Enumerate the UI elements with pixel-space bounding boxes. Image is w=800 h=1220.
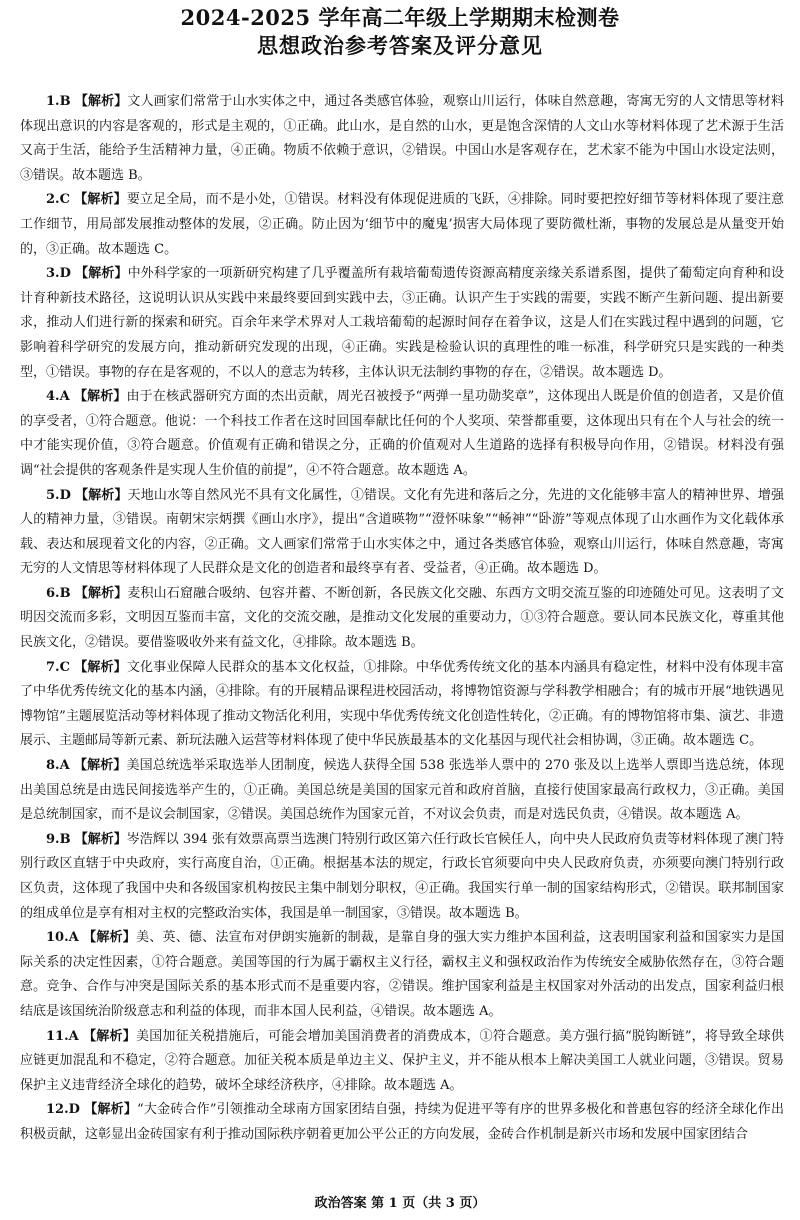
- answer-letter: A: [59, 389, 70, 405]
- analysis-text: 美、英、德、法宣布对伊朗实施新的制裁，是靠自身的强大实力维护本国利益，这表明国家利益和国家实力是国际关系的决定性因素，①符合题意。美国等国的行为属于霸权主义行径，霸权主义和强权政治作为传统安全威胁依然存在，③符合题意。竞争、合作与冲突是国际关系的基本形式而不是重要内容，②错误。维护国家利益是主权国家对外活动的出发点，国家利益归根结底是该国统治阶级意志和利益的体现，而非本国人民利益，④错误。故本题选 A。: [20, 930, 784, 1019]
- answer-letter: C: [59, 659, 70, 675]
- analysis-tag: 【解析】: [83, 1028, 136, 1044]
- answer-letter: A: [68, 930, 79, 946]
- analysis-tag: 【解析】: [74, 585, 128, 601]
- analysis-text: “大金砖合作”引领推动全球南方国家团结自强，持续为促进平等有序的世界多极化和普惠包容的经济全球化作出积极贡献，这彰显出金砖国家有利于推动国际秩序朝着更加公平公正的方向发展，金砖合作机制是新兴市场和发展中国家团结合: [20, 1102, 784, 1142]
- answer-item: [20, 828, 784, 926]
- answer-letter: D: [68, 1102, 80, 1118]
- analysis-text: 文化事业保障人民群众的基本文化权益，①排除。中华优秀传统文化的基本内涵具有稳定性，材料中没有体现丰富了中华优秀传统文化的基本内涵，④排除。有的开展精品课程进校园活动，将博物馆资源与学科教学相融合；有的城市开展“地铁遇见博物馆”主题展览活动等材料体现了推动文物活化利用，实现中华优秀传统文化创造性转化，②正确。有的博物馆将市集、演艺、非遗展示、主题邮局等新元素、新玩法融入运营等材料体现了使中华民族最基本的文化基因与现代社会相协调，③正确。故本题选 C。: [20, 659, 784, 749]
- question-number: 11.: [46, 1028, 69, 1044]
- page-title: 2024-2025 学年高二年级上学期期末检测卷: [180, 5, 620, 30]
- answer-letter: A: [68, 1028, 79, 1044]
- answer-letter: B: [59, 94, 71, 109]
- answer-item: [20, 926, 784, 1024]
- analysis-tag: 【解析】: [75, 487, 128, 503]
- answer-list: [20, 90, 784, 1148]
- answer-letter: A: [59, 758, 70, 774]
- question-number: 5.: [46, 487, 60, 503]
- answer-item: [20, 262, 784, 385]
- answer-letter: D: [59, 266, 71, 282]
- question-number: 9.: [46, 831, 60, 847]
- answer-item: [20, 385, 784, 483]
- answer-letter: B: [59, 831, 71, 847]
- answer-item: [20, 90, 784, 188]
- analysis-text: 麦积山石窟融合吸纳、包容并蓄、不断创新，各民族文化交融、东西方文明交流互鉴的印迹随处可见。这表明了文明因交流而多彩，文明因互鉴而丰富，文化的交流交融，是推动文化发展的重要动力，①③符合题意。要认同本民族文化，尊重其他民族文化，②错误。要借鉴吸收外来有益文化，④排除。故本题选 B。: [20, 585, 784, 651]
- page-subtitle: 思想政治参考答案及评分意见: [257, 34, 543, 58]
- analysis-tag: 【解析】: [83, 930, 137, 946]
- page-footer: 政治答案 第 1 页（共 3 页）: [314, 1196, 486, 1211]
- analysis-text: 美国总统选举采取选举人团制度，候选人获得全国 538 张选举人票中的 270 张及以上选举人票即当选总统，体现出美国总统是由选民间接选举产生的，①正确。美国总统是美国的国家元首和政府首脑，直接行使国家最高行政权力，③正确。美国是总统制国家，而不是议会制国家，②错误。美国总统作为国家元首，不对议会负责，而是对选民负责，④错误。故本题选 A。: [20, 758, 784, 823]
- answer-item: [20, 656, 784, 754]
- question-number: 1.: [46, 94, 60, 109]
- analysis-text: 文人画家们常常于山水实体之中，通过各类感官体验，观察山川运行，体味自然意趣，寄寓无穷的人文情思等材料体现出意识的内容是客观的，形式是主观的，①正确。此山水，是自然的山水，更是饱含深情的人文山水等材料体现了艺术源于生活又高于生活，能给予生活精神力量，④正确。物质不依赖于意识，②错误。中国山水是客观存在，艺术家不能为中国山水设定法则，③错误。故本题选 B。: [20, 94, 784, 183]
- analysis-tag: 【解析】: [73, 389, 127, 405]
- question-number: 8.: [46, 758, 60, 774]
- question-number: 12.: [46, 1102, 69, 1118]
- question-number: 3.: [46, 266, 60, 282]
- analysis-tag: 【解析】: [73, 758, 127, 774]
- analysis-text: 由于在核武器研究方面的杰出贡献，周光召被授予“两弹一星功勋奖章”，这体现出人既是价值的创造者，又是价值的享受者，①符合题意。他说：一个科技工作者在这时回国奉献比任何的个人奖项、荣誉都重要，这体现出只有在个人与社会的统一中才能实现价值，③符合题意。价值观有正确和错误之分，正确的价值观对人生道路的选择有积极导向作用，②错误。材料没有强调“社会提供的客观条件是实现人生价值的前提”，④不符合题意。故本题选 A。: [20, 389, 784, 478]
- answer-item: [20, 582, 784, 656]
- answer-letter: B: [59, 585, 71, 601]
- analysis-text: 要立足全局，而不是小处，①错误。材料没有体现促进质的飞跃，④排除。同时要把控好细节等材料体现了要注意工作细节，用局部发展推动整体的发展，②正确。防止因为‘细节中的魔鬼’损害大局体现了要防微杜渐，事物的发展总是从量变开始的，③正确。故本题选 C。: [20, 192, 784, 257]
- document-header: [0, 4, 800, 60]
- answer-item: [20, 754, 784, 828]
- analysis-tag: 【解析】: [74, 659, 127, 675]
- analysis-tag: 【解析】: [74, 831, 127, 847]
- analysis-text: 中外科学家的一项新研究构建了几乎覆盖所有栽培葡萄遗传资源高精度亲缘关系谱系图，提供了葡萄定向育种和设计育种新技术路径，这说明认识从实践中来最终要回到实践中去，③正确。认识产生于实践的需要，实践不断产生新问题、提出新要求，推动人们进行新的探索和研究。百余年来学术界对人工栽培葡萄的起源时间存在着争议，这是人们在实践过程中遇到的问题，它影响着科学研究的发展方向，推动新研究发现的出现，④正确。实践是检验认识的真理性的唯一标准，科学研究只是实践的一种类型，①错误。事物的存在是客观的，不以人的意志为转移，主体认识无法制约事物的存在，②错误。故本题选 D。: [20, 266, 784, 380]
- answer-item: [20, 1025, 784, 1099]
- analysis-tag: 【解析】: [75, 266, 128, 282]
- answer-letter: C: [59, 192, 70, 208]
- analysis-tag: 【解析】: [74, 192, 127, 208]
- question-number: 7.: [46, 659, 60, 675]
- analysis-tag: 【解析】: [84, 1102, 138, 1118]
- answer-item: [20, 484, 784, 582]
- question-number: 6.: [46, 585, 60, 601]
- question-number: 2.: [46, 192, 60, 208]
- analysis-text: 岑浩辉以 394 张有效票高票当选澳门特别行政区第六任行政长官候任人，向中央人民政府负责等材料体现了澳门特别行政区直辖于中央政府，实行高度自治，①正确。根据基本法的规定，行政长官须要向中央人民政府负责，亦须要向澳门特别行政区负责，这体现了我国中央和各级国家机构按民主集中制划分职权，④正确。我国实行单一制的国家结构形式，②错误。联邦制国家的组成单位是享有相对主权的完整政治实体，我国是单一制国家，③错误。故本题选 B。: [20, 831, 784, 921]
- answer-item: [20, 1098, 784, 1147]
- answer-item: [20, 188, 784, 262]
- analysis-tag: 【解析】: [74, 94, 128, 109]
- question-number: 4.: [46, 389, 60, 405]
- answer-letter: D: [59, 487, 71, 503]
- question-number: 10.: [46, 930, 69, 946]
- analysis-text: 美国加征关税措施后，可能会增加美国消费者的消费成本，①符合题意。美方强行搞“脱钩断链”，将导致全球供应链更加混乱和不稳定，②符合题意。加征关税本质是单边主义、保护主义，并不能从根本上解决美国工人就业问题，③错误。贸易保护主义违背经济全球化的趋势，破坏全球经济秩序，④排除。故本题选 A。: [20, 1028, 784, 1093]
- analysis-text: 天地山水等自然风光不具有文化属性，①错误。文化有先进和落后之分，先进的文化能够丰富人的精神世界、增强人的精神力量，③错误。南朝宋宗炳撰《画山水序》，提出“含道暎物”“澄怀味象”“畅神”“卧游”等观点体现了山水画作为文化载体承载、表达和展现着文化的内容，②正确。文人画家们常常于山水实体之中，通过各类感官体验，观察山川运行，体味自然意趣，寄寓无穷的人文情思等材料体现了人民群众是文化的创造者和最终享有者、受益者，④正确。故本题选 D。: [20, 487, 784, 577]
